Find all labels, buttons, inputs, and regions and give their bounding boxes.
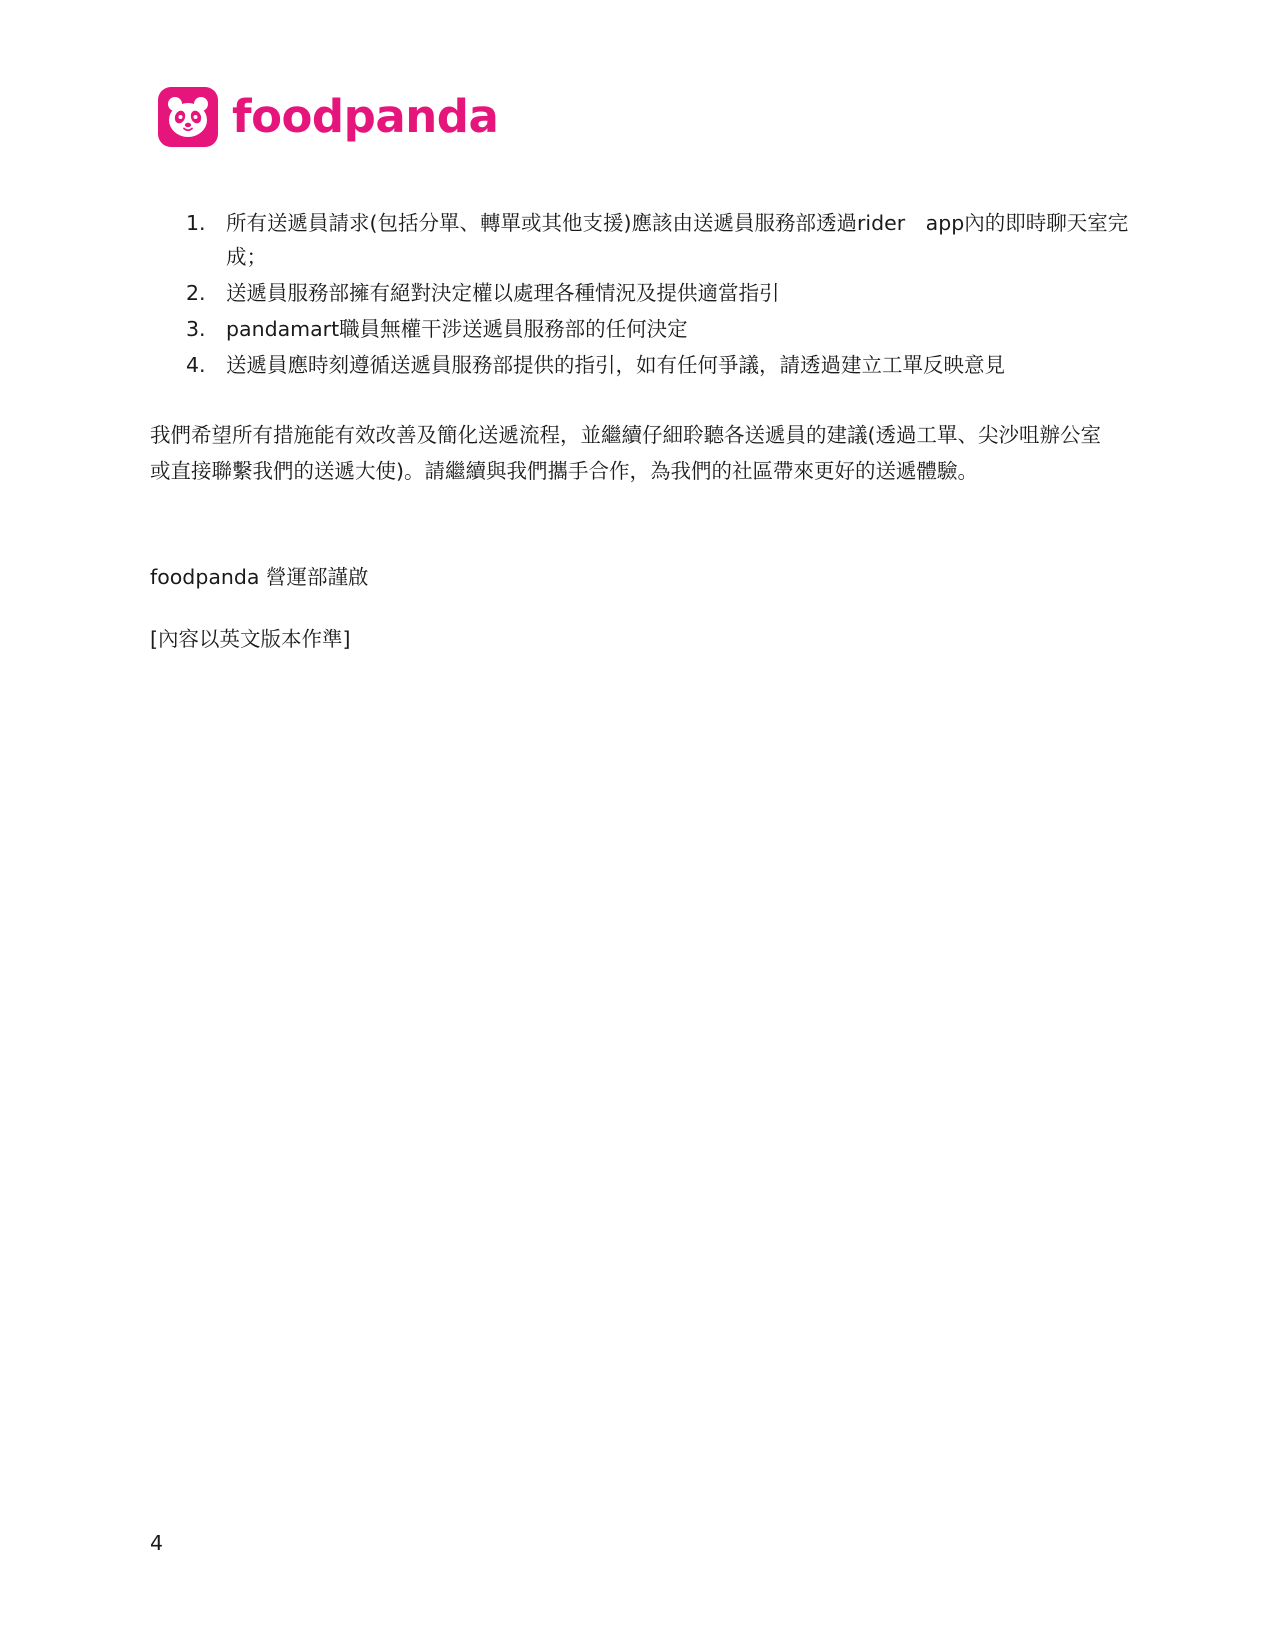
list-text: 送遞員應時刻遵循送遞員服務部提供的指引，如有任何爭議，請透過建立工單反映意見: [226, 353, 1005, 377]
list-text: 送遞員服務部擁有絕對決定權以處理各種情況及提供適當指引: [226, 281, 780, 305]
list-text: 所有送遞員請求(包括分單、轉單或其他支援)應該由送遞員服務部透過rider app內的即時聊天室完成；: [226, 211, 1129, 269]
page-number: 4: [150, 1531, 164, 1555]
list-number: 3.: [186, 317, 206, 341]
list-number: 4.: [186, 353, 206, 377]
list-item: [186, 276, 1136, 310]
list-item: [186, 312, 1136, 346]
brand-name: foodpanda: [232, 90, 499, 143]
list-item: [186, 348, 1136, 382]
instruction-list: [186, 206, 1136, 384]
list-text: pandamart職員無權干涉送遞員服務部的任何決定: [226, 317, 688, 341]
language-note: [內容以英文版本作準]: [150, 627, 351, 651]
list-item: [186, 206, 1136, 274]
foodpanda-logo: [158, 86, 498, 148]
panda-face-icon: [158, 87, 218, 147]
list-number: 1.: [186, 211, 206, 235]
signature: foodpanda 營運部謹啟: [150, 565, 369, 589]
list-number: 2.: [186, 281, 206, 305]
closing-paragraph: 我們希望所有措施能有效改善及簡化送遞流程，並繼續仔細聆聽各送遞員的建議(透過工單、尖沙咀辦公室或直接聯繫我們的送遞大使)。請繼續與我們攜手合作，為我們的社區帶來更好的送遞體驗。: [150, 423, 1101, 483]
